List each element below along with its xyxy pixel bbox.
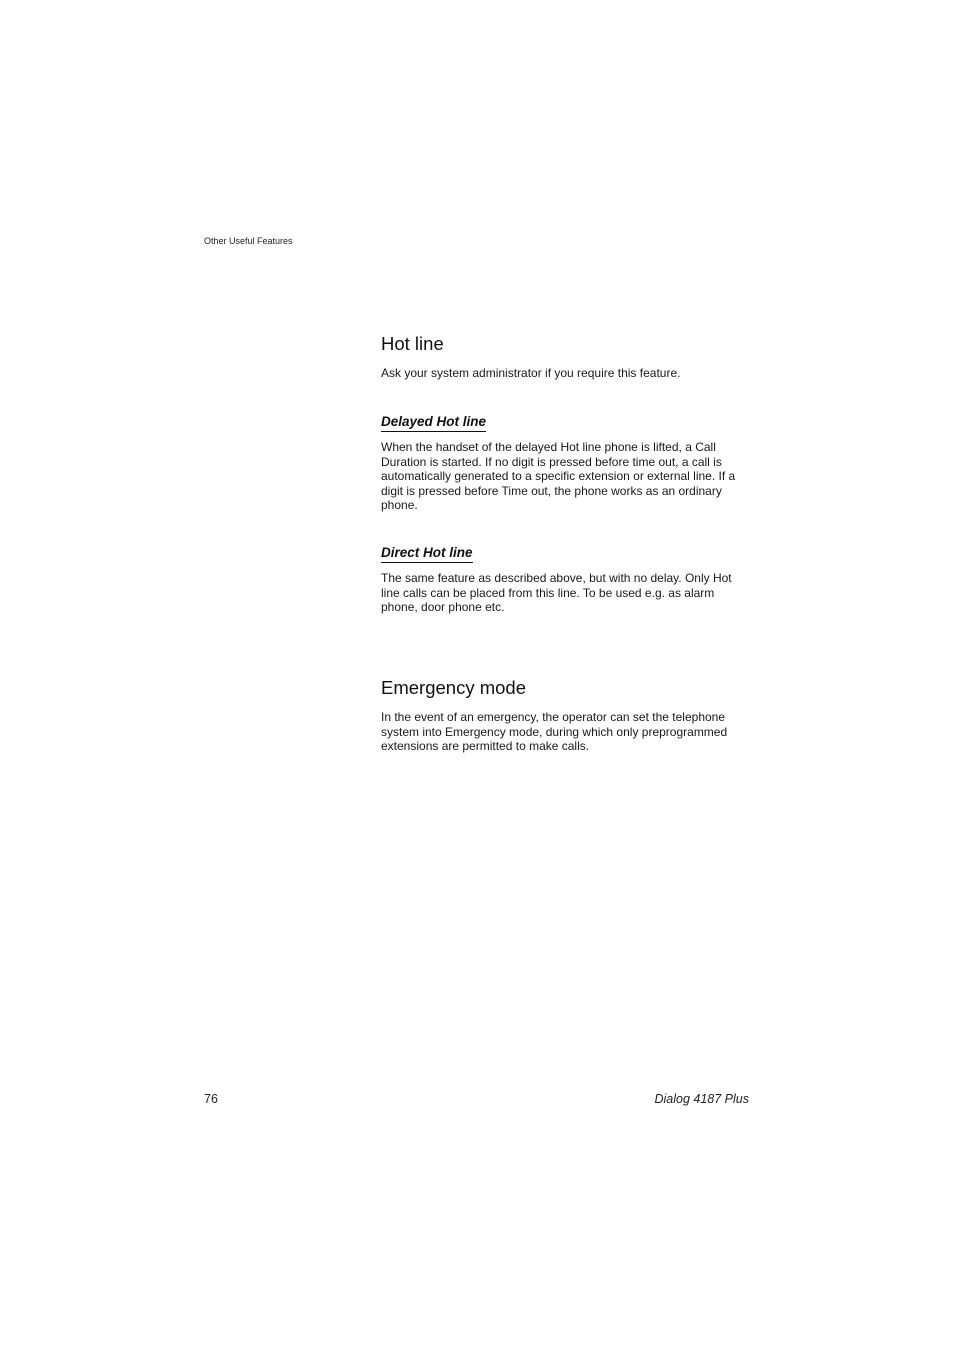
emergency-mode-heading: Emergency mode xyxy=(381,677,526,698)
running-header: Other Useful Features xyxy=(204,236,293,246)
hot-line-intro: Ask your system administrator if you require this feature. xyxy=(381,366,681,380)
page-number: 76 xyxy=(204,1092,218,1106)
delayed-hot-line-body: When the handset of the delayed Hot line phone is lifted, a Call Duration is started. If no digit is pressed before time out, a call is automatically generated to a specific extension or external line. If a digit is pressed before Time out, the phone works as an ordinary phone. xyxy=(381,440,736,513)
emergency-mode-body: In the event of an emergency, the operator can set the telephone system into Emergency mode, during which only preprogrammed extensions are permitted to make calls. xyxy=(381,710,728,754)
document-title: Dialog 4187 Plus xyxy=(654,1092,749,1106)
hot-line-heading: Hot line xyxy=(381,333,444,354)
direct-hot-line-body: The same feature as described above, but with no delay. Only Hot line calls can be placed from this line. To be used e.g. as alarm phone, door phone etc. xyxy=(381,571,732,615)
direct-hot-line-heading: Direct Hot line xyxy=(381,545,473,563)
delayed-hot-line-heading: Delayed Hot line xyxy=(381,414,486,432)
